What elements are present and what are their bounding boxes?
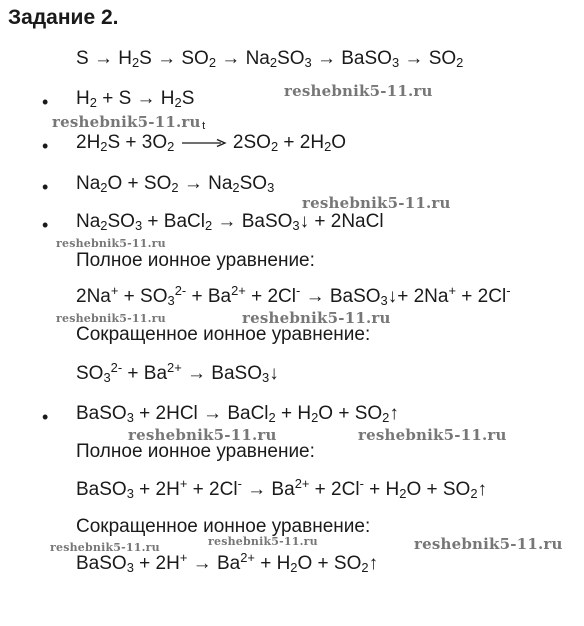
bullet-1: • — [42, 92, 49, 112]
reaction-4: $Na_2SO_3$ + BaCl$_2$ → BaSO$_3$↓ + 2NaCl — [76, 211, 384, 234]
bullet-2: • — [42, 136, 49, 156]
r5-full-label: Полное ионное уравнение: — [76, 441, 315, 462]
watermark: reshebnik5-11.ru — [56, 312, 166, 325]
bullet-3: • — [42, 177, 49, 197]
r5-short-label: Сокращенное ионное уравнение: — [76, 516, 371, 537]
condition-t: t — [202, 120, 206, 132]
watermark: reshebnik5-11.ru — [302, 194, 451, 212]
reaction-2: $2H_2S + 3O_2$ t $2SO_2 + 2H_2O$ — [76, 120, 347, 155]
r4-short-label: Сокращенное ионное уравнение: — [76, 324, 371, 345]
watermark: reshebnik5-11.ru — [284, 82, 433, 100]
watermark: reshebnik5-11.ru — [414, 535, 563, 553]
r4-short-ionic: $SO_3^{2-} + Ba^{2+}$ → BaSO$_3$↓ — [76, 359, 279, 386]
watermark: reshebnik5-11.ru — [52, 113, 201, 131]
reaction-5: BaSO$_3$ + 2HCl → BaCl$_2$ + $H_2O$ + $SO_2↑$ — [76, 403, 399, 426]
reaction-1: $H_2 + S \to H_2S$ — [76, 88, 195, 111]
bullet-5: • — [42, 407, 49, 427]
chain-line — [76, 48, 463, 70]
watermark: reshebnik5-11.ru — [56, 237, 166, 250]
watermark: reshebnik5-11.ru — [128, 426, 277, 444]
reaction-3: $Na_2O + SO_2 \to Na_2SO_3$ — [76, 173, 275, 196]
bullet-4: • — [42, 215, 49, 235]
r5-short-ionic: BaSO$_3$ + $2H^+ \to Ba^{2+} + H_2O$ + $SO_2↑$ — [76, 549, 379, 576]
watermark: reshebnik5-11.ru — [242, 309, 391, 327]
watermark: reshebnik5-11.ru — [50, 541, 160, 554]
chain-text: $S \to H_2S \to SO_2 \to Na_2SO_3$ → BaSO$_3$ → $SO_2$ — [76, 48, 464, 71]
watermark: reshebnik5-11.ru — [358, 426, 507, 444]
r4-full-label: Полное ионное уравнение: — [76, 250, 315, 271]
arrow-with-condition — [180, 120, 228, 154]
r5-full-ionic: BaSO$_3$ + $2H^+ + 2Cl^- \to Ba^{2+} + 2Cl^- + H_2O$ + $SO_2↑$ — [76, 475, 488, 502]
task-title: Задание 2. — [8, 6, 119, 29]
r4-full-ionic: $2Na^+ + SO_3^{2-} + Ba^{2+} + 2Cl^-$ → BaSO$_3$↓+ 2Na+ + 2Cl- — [76, 282, 511, 309]
watermark: reshebnik5-11.ru — [208, 535, 318, 548]
